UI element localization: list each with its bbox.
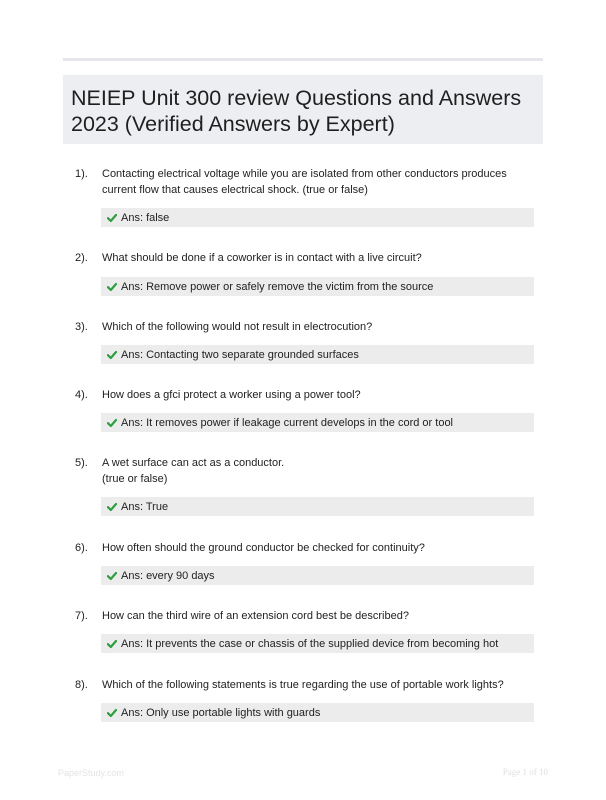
question-number: 6). bbox=[75, 542, 88, 554]
question-number: 5). bbox=[75, 457, 88, 469]
question-number: 1). bbox=[75, 168, 88, 180]
question-number: 2). bbox=[75, 252, 88, 264]
title-banner bbox=[63, 75, 543, 144]
question-number: 3). bbox=[75, 321, 88, 333]
answer-text: Ans: false bbox=[121, 211, 170, 224]
question-text: How often should the ground conductor be checked for continuity? bbox=[102, 542, 425, 554]
answer-text: Ans: Remove power or safely remove the victim from the source bbox=[121, 280, 434, 293]
check-icon bbox=[107, 282, 117, 292]
question-text: Which of the following statements is true regarding the use of portable work lights? bbox=[102, 679, 504, 691]
answer-text: Ans: Contacting two separate grounded surfaces bbox=[121, 348, 359, 361]
answer-box bbox=[101, 703, 534, 722]
top-divider bbox=[63, 58, 543, 61]
answer-text: Ans: Only use portable lights with guards bbox=[121, 706, 321, 719]
question-number: 7). bbox=[75, 610, 88, 622]
answer-box bbox=[101, 345, 534, 364]
check-icon bbox=[107, 639, 117, 649]
question-number: 8). bbox=[75, 679, 88, 691]
answer-text: Ans: It removes power if leakage current develops in the cord or tool bbox=[121, 416, 454, 429]
page-number: Page 1 of 10 bbox=[502, 767, 548, 777]
answer-text: Ans: It prevents the case or chassis of the supplied device from becoming hot bbox=[121, 637, 499, 650]
answer-box bbox=[101, 277, 534, 296]
answer-text: Ans: True bbox=[121, 500, 169, 513]
document-title: NEIEP Unit 300 review Questions and Answers 2023 (Verified Answers by Expert) bbox=[71, 86, 522, 136]
answer-box bbox=[101, 497, 534, 516]
check-icon bbox=[107, 213, 117, 223]
question-text: How can the third wire of an extension cord best be described? bbox=[102, 610, 409, 622]
answer-box bbox=[101, 413, 534, 432]
answer-box bbox=[101, 208, 534, 227]
answer-box bbox=[101, 566, 534, 585]
question-text: A wet surface can act as a conductor. (true or false) bbox=[102, 457, 285, 485]
check-icon bbox=[107, 350, 117, 360]
check-icon bbox=[107, 502, 117, 512]
question-text: Contacting electrical voltage while you are isolated from other conductors produces current flow that causes electrical shock. (true or false) bbox=[102, 168, 507, 196]
question-text: What should be done if a coworker is in contact with a live circuit? bbox=[102, 252, 422, 264]
footer-watermark: PaperStudy.com bbox=[58, 768, 124, 778]
question-number: 4). bbox=[75, 389, 88, 401]
check-icon bbox=[107, 571, 117, 581]
question-text: Which of the following would not result in electrocution? bbox=[102, 321, 373, 333]
answer-text: Ans: every 90 days bbox=[121, 569, 215, 582]
check-icon bbox=[107, 418, 117, 428]
answer-box bbox=[101, 634, 534, 653]
question-text: How does a gfci protect a worker using a power tool? bbox=[102, 389, 361, 401]
check-icon bbox=[107, 708, 117, 718]
